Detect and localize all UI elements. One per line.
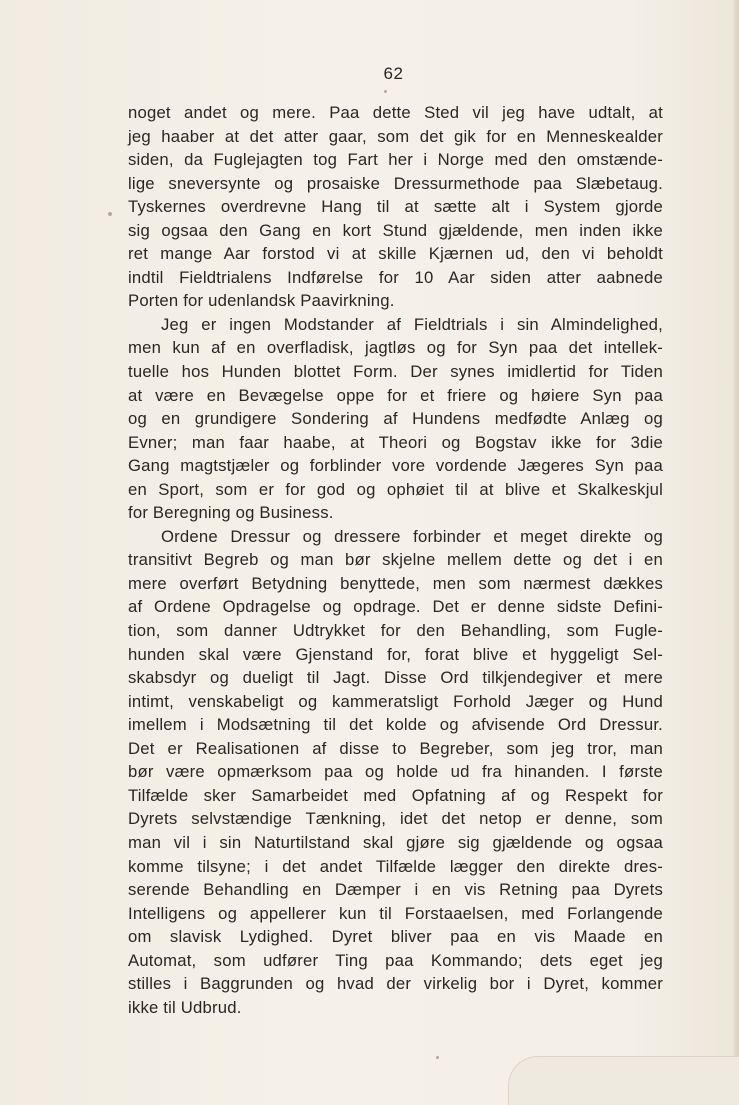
- text-line: om slavisk Lydighed. Dyret bliver paa en vis Maade en: [128, 927, 663, 947]
- text-line: at være en Bevægelse oppe for et friere og høiere Syn paa: [128, 385, 663, 405]
- text-line: hunden skal være Gjenstand for, forat blive et hyggeligt Sel-: [128, 644, 663, 664]
- body-text: [128, 101, 663, 1019]
- text-line: og en grundigere Sondering af Hundens medfødte Anlæg og: [128, 409, 663, 429]
- text-line: Tyskernes overdrevne Hang til at sætte alt i System gjorde: [128, 197, 663, 217]
- text-line: Tilfælde sker Samarbeidet med Opfatning af og Respekt for: [128, 785, 663, 805]
- text-line: skabsdyr og dueligt til Jagt. Disse Ord tilkjendegiver et mere: [128, 668, 663, 688]
- ink-speck: [108, 212, 112, 216]
- text-line: Intelligens og appellerer kun til Forstaaelsen, med Forlangende: [128, 903, 663, 923]
- text-line: Porten for udenlandsk Paavirkning.: [128, 291, 395, 311]
- text-line: Det er Realisationen af disse to Begreber, som jeg tror, man: [128, 738, 663, 758]
- text-line: Ordene Dressur og dressere forbinder et meget direkte og: [161, 526, 663, 546]
- ink-speck: [436, 1056, 439, 1059]
- text-line: for Beregning og Business.: [128, 503, 334, 523]
- text-line: jeg haaber at det atter gaar, som det gik for en Menneskealder: [128, 126, 663, 146]
- text-line: ret mange Aar forstod vi at skille Kjærnen ud, den vi beholdt: [128, 244, 663, 264]
- text-line: sig ogsaa den Gang en kort Stund gjældende, men inden ikke: [128, 220, 663, 240]
- text-line: intimt, venskabeligt og kammeratsligt Forhold Jæger og Hund: [128, 691, 663, 711]
- text-line: men kun af en overfladisk, jagtløs og for Syn paa det intellek-: [128, 338, 663, 358]
- text-line: siden, da Fuglejagten tog Fart her i Norge med den omstænde-: [128, 150, 663, 170]
- text-line: tion, som danner Udtrykket for den Behandling, som Fugle-: [128, 621, 663, 641]
- ink-speck: [384, 90, 387, 93]
- text-line: Automat, som udfører Ting paa Kommando; dets eget jeg: [128, 950, 663, 970]
- text-line: man vil i sin Naturtilstand skal gjøre sig gjældende og ogsaa: [128, 832, 663, 852]
- text-line: ikke til Udbrud.: [128, 997, 242, 1017]
- text-line: komme tilsyne; i det andet Tilfælde lægger den direkte dres-: [128, 856, 663, 876]
- text-line: Gang magtstjæler og forblinder vore vordende Jægeres Syn paa: [128, 456, 663, 476]
- text-line: tuelle hos Hunden blottet Form. Der synes imidlertid for Tiden: [128, 362, 663, 382]
- text-line: mere overført Betydning benyttede, men som nærmest dækkes: [128, 573, 663, 593]
- text-line: imellem i Modsætning til det kolde og afvisende Ord Dressur.: [128, 715, 663, 735]
- page-edge-right: [733, 0, 739, 1105]
- text-line: Jeg er ingen Modstander af Fieldtrials i sin Almindelighed,: [161, 314, 663, 334]
- text-line: Evner; man faar haabe, at Theori og Bogstav ikke for 3die: [128, 432, 663, 452]
- text-line: noget andet og mere. Paa dette Sted vil jeg have udtalt, at: [128, 103, 663, 122]
- text-line: lige sneversynte og prosaiske Dressurmethode paa Slæbetaug.: [128, 173, 663, 193]
- text-line: Dyrets selvstændige Tænkning, idet det netop er denne, som: [128, 809, 663, 829]
- text-line: serende Behandling en Dæmper i en vis Retning paa Dyrets: [128, 880, 663, 900]
- page-number: 62: [383, 64, 404, 83]
- text-line: indtil Fieldtrialens Indførelse for 10 Aar siden atter aabnede: [128, 267, 663, 287]
- text-line: af Ordene Opdragelse og opdrage. Det er denne sidste Defini-: [128, 597, 663, 617]
- text-line: stilles i Baggrunden og hvad der virkelig bor i Dyret, kommer: [128, 974, 663, 994]
- text-line: transitivt Begreb og man bør skjelne mellem dette og det i en: [128, 550, 663, 570]
- page-corner-curl: [508, 1056, 739, 1105]
- text-line: bør være opmærksom paa og holde ud fra hinanden. I første: [128, 762, 663, 782]
- text-line: en Sport, som er for god og ophøiet til at blive et Skalkeskjul: [128, 479, 663, 499]
